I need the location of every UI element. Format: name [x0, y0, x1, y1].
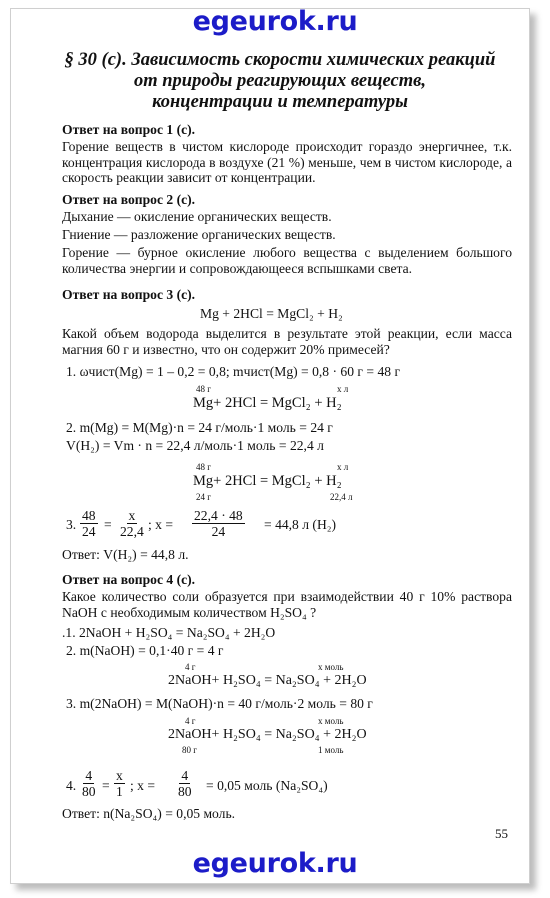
q3-f3-numerator: 22,4 · 48: [194, 508, 243, 523]
title-line-1: § 30 (с). Зависимость скорости химических реакций: [64, 50, 496, 70]
q4-f3-numerator: 4: [181, 768, 189, 783]
q4-f2-numerator: x: [116, 768, 123, 783]
q3-equation-3: Mg+ 2HCl = MgCl₂ + H₂: [193, 473, 342, 489]
q3-f2-denominator: 22,4: [120, 524, 144, 539]
q3-f2-numerator: x: [128, 508, 136, 523]
q2-line-2: Гниение — разложение органических веществ.: [62, 227, 336, 242]
header-logo: egeurok.ru: [192, 6, 358, 37]
q4-f3-result: = 0,05 моль (Na₂SO₄): [206, 778, 328, 793]
q4-eq2-moles-na2so4: x моль: [318, 716, 344, 726]
q2-heading: Ответ на вопрос 2 (с).: [62, 192, 196, 207]
q4-step-4-prefix: 4.: [66, 778, 77, 793]
footer-logo: egeurok.ru: [192, 848, 358, 879]
q4-step-2: 2. m(NaOH) = 0,1·40 г = 4 г: [66, 643, 224, 658]
q4-equation-2: 2NaOH+ H₂SO₄ = Na₂SO₄ + 2H₂O: [168, 727, 367, 742]
q4-fraction-1: [80, 768, 98, 799]
q4-eq1-mass-naoh: 4 г: [185, 662, 196, 672]
q4-f1-denominator: 80: [82, 784, 96, 799]
q3-step-2b: V(H₂) = Vm · n = 22,4 л/моль·1 моль = 22,4 л: [66, 438, 324, 453]
section-title: [40, 50, 520, 113]
q3-eq3-molar-h2: 22,4 л: [330, 492, 353, 502]
q4-eq1-moles-na2so4: x моль: [318, 662, 344, 672]
page-number: 55: [495, 826, 508, 841]
q4-f3-denominator: 80: [178, 784, 192, 799]
q3-fraction-1: [80, 508, 98, 539]
q3-step-3-prefix: 3.: [66, 517, 77, 532]
q4-f1-numerator: 4: [85, 768, 93, 783]
title-line-2: от природы реагирующих веществ,: [134, 71, 426, 91]
q4-equation-1: 2NaOH+ H₂SO₄ = Na₂SO₄ + 2H₂O: [168, 673, 367, 688]
q4-step-1: .1. 2NaOH + H₂SO₄ = Na₂SO₄ + 2H₂O: [62, 625, 276, 640]
q2-line-3: Горение — бурное окисление любого вещества с выделением большого количества энергии и сопровождающееся вспышками света.: [62, 245, 512, 276]
q4-answer: Ответ: n(Na₂SO₄) = 0,05 моль.: [62, 806, 236, 821]
q3-step-1: 1. ωчист(Mg) = 1 – 0,2 = 0,8; mчист(Mg) = 0,8 · 60 г = 48 г: [66, 364, 401, 379]
q3-f1-equals: =: [104, 517, 112, 532]
q4-eq2-molar-naoh: 80 г: [182, 745, 197, 755]
q4-f1-equals: =: [102, 778, 110, 793]
q4-eq2-mole-na2so4: 1 моль: [318, 745, 344, 755]
q3-f1-numerator: 48: [82, 508, 96, 523]
q3-question: Какой объем водорода выделится в результате этой реакции, если масса магния 60 г и известно, что он содержит 20% примесей?: [62, 326, 512, 357]
q4-question: Какое количество соли образуется при взаимодействии 40 г 10% раствора NaOH с необходимым количеством H₂SO₄ ?: [62, 589, 512, 620]
q3-eq3-molar-mg: 24 г: [196, 492, 211, 502]
q3-equation-2: Mg+ 2HCl = MgCl₂ + H₂: [193, 395, 342, 411]
q1-text: Горение веществ в чистом кислороде происходит гораздо энергичнее, т.к. концентрация кислорода в воздухе (21 %) меньше, чем в чистом кислороде, а скорость реакции зависит от концентрации.: [62, 139, 512, 185]
q3-step-2a: 2. m(Mg) = M(Mg)·n = 24 г/моль·1 моль = 24 г: [66, 420, 333, 435]
q2-line-1: Дыхание — окисление органических веществ.: [62, 209, 332, 224]
q4-f2-denominator: 1: [116, 784, 123, 799]
q3-eq3-mass-mg: 48 г: [196, 462, 211, 472]
q3-eq2-mass-mg: 48 г: [196, 384, 211, 394]
q3-f3-result: = 44,8 л (H₂): [264, 517, 337, 532]
q3-f2-separator: ; x =: [148, 517, 174, 532]
title-line-3: концентрации и температуры: [152, 92, 408, 112]
q3-fraction-2: [118, 508, 146, 539]
q1-heading: Ответ на вопрос 1 (с).: [62, 122, 196, 137]
q4-fraction-3: [176, 768, 194, 799]
q3-answer: Ответ: V(H₂) = 44,8 л.: [62, 547, 189, 562]
q4-f2-separator: ; x =: [130, 778, 156, 793]
q3-eq3-volume-h2: x л: [337, 462, 349, 472]
q4-step-3: 3. m(2NaOH) = M(NaOH)·n = 40 г/моль·2 моль = 80 г: [66, 696, 373, 711]
q3-heading: Ответ на вопрос 3 (с).: [62, 287, 196, 302]
q4-eq2-mass-naoh: 4 г: [185, 716, 196, 726]
q4-heading: Ответ на вопрос 4 (с).: [62, 572, 196, 587]
q3-fraction-3: [192, 508, 245, 539]
q4-fraction-2: [114, 768, 125, 799]
q3-eq2-volume-h2: x л: [337, 384, 349, 394]
q3-f3-denominator: 24: [211, 524, 226, 539]
q3-f1-denominator: 24: [82, 524, 96, 539]
q3-equation-1: Mg + 2HCl = MgCl₂ + H₂: [200, 306, 343, 321]
